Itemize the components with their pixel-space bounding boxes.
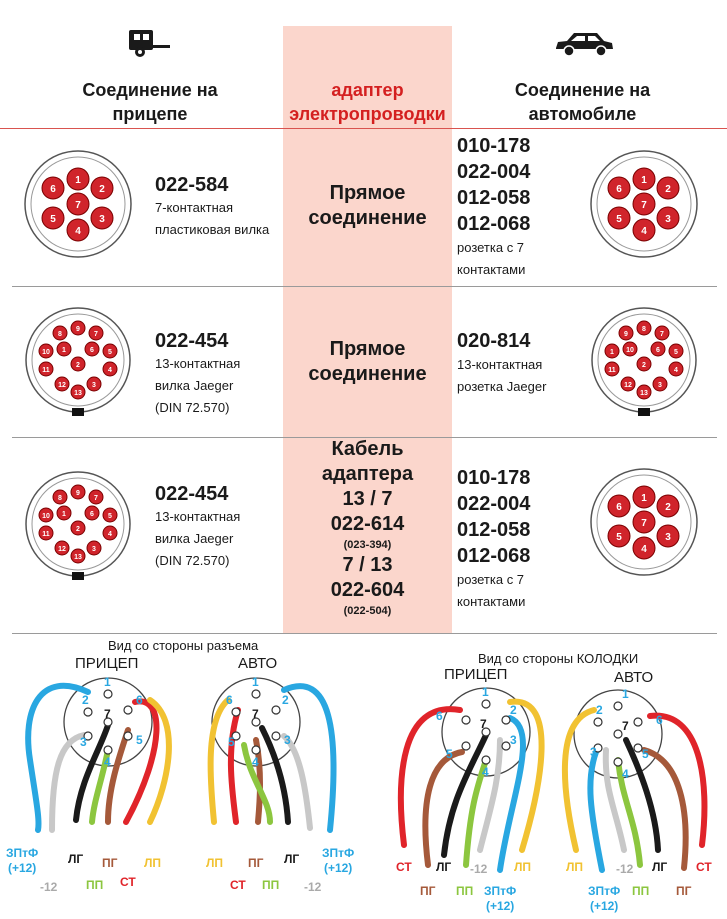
svg-text:7: 7: [660, 331, 664, 338]
desc-line: (DIN 72.570): [155, 553, 230, 568]
adapter-cable-label: [283, 437, 452, 619]
connector-7pin-icon: [22, 148, 134, 260]
product-code: 012-058: [457, 187, 531, 209]
trailer-label: ПРИЦЕП: [75, 655, 139, 672]
svg-text:6: 6: [616, 502, 622, 513]
svg-text:9: 9: [76, 326, 80, 333]
svg-text:2: 2: [642, 362, 646, 369]
wire-label-st: СТ: [696, 860, 712, 874]
product-code: 022-004: [457, 161, 531, 183]
desc-line: контактами: [457, 594, 526, 609]
svg-text:6: 6: [616, 184, 622, 195]
svg-text:5: 5: [50, 214, 56, 225]
product-code: 022-584: [155, 174, 229, 196]
svg-text:5: 5: [674, 349, 678, 356]
middle-line: (022-504): [343, 605, 392, 617]
svg-text:2: 2: [76, 526, 80, 533]
svg-text:1: 1: [252, 675, 259, 689]
product-code: 022-454: [155, 483, 229, 505]
right-view-title: Вид со стороны КОЛОДКИ: [478, 651, 639, 666]
middle-line: 7 / 13: [342, 554, 393, 576]
svg-text:1: 1: [104, 675, 111, 689]
svg-text:10: 10: [42, 349, 50, 356]
svg-text:2: 2: [76, 362, 80, 369]
svg-text:7: 7: [75, 200, 81, 211]
wire-label-minus12: -12: [470, 862, 488, 876]
svg-text:3: 3: [658, 382, 662, 389]
trailer-label: ПРИЦЕП: [444, 666, 508, 683]
svg-text:7: 7: [622, 719, 629, 733]
wire-label-pp: ПП: [632, 884, 650, 898]
wire-label-lp: ЛП: [206, 856, 224, 870]
wire-label-zptf: [588, 884, 620, 914]
svg-text:5: 5: [136, 733, 143, 747]
svg-text:11: 11: [42, 367, 50, 374]
desc-line: 13-контактная: [457, 357, 543, 372]
car-socket-codes: [457, 133, 530, 281]
socket-13pin-icon: [588, 306, 700, 418]
svg-text:8: 8: [58, 495, 62, 502]
svg-text:2: 2: [596, 703, 603, 717]
middle-line: Прямое: [329, 182, 406, 204]
svg-text:6: 6: [90, 511, 94, 518]
middle-line: соединение: [308, 363, 427, 385]
svg-text:1: 1: [62, 511, 66, 518]
svg-text:6: 6: [136, 693, 143, 707]
wire-label-lp: ЛП: [144, 856, 162, 870]
svg-text:4: 4: [108, 367, 112, 374]
svg-text:1: 1: [622, 687, 629, 701]
svg-text:12: 12: [58, 546, 66, 553]
label-text: (+12): [7, 861, 37, 875]
svg-text:3: 3: [590, 745, 597, 759]
svg-text:4: 4: [252, 755, 259, 769]
car-connection-title: Соединение на автомобиле: [514, 80, 651, 124]
svg-text:3: 3: [92, 546, 96, 553]
svg-text:7: 7: [480, 717, 487, 731]
svg-text:5: 5: [642, 747, 649, 761]
svg-text:4: 4: [641, 226, 647, 237]
middle-line: Кабель: [331, 438, 404, 460]
svg-text:1: 1: [482, 685, 489, 699]
label-text: ЗПтФ: [588, 884, 621, 898]
middle-line: Прямое: [329, 338, 406, 360]
svg-text:5: 5: [616, 214, 622, 225]
svg-text:10: 10: [626, 347, 634, 354]
svg-text:3: 3: [284, 733, 291, 747]
svg-text:7: 7: [94, 331, 98, 338]
trailer-connection-title: Соединение на прицепе: [82, 80, 218, 124]
label-text: (+12): [589, 899, 619, 913]
svg-text:3: 3: [510, 733, 517, 747]
svg-text:8: 8: [58, 331, 62, 338]
wire-label-pp: ПП: [262, 878, 280, 892]
svg-text:7: 7: [641, 518, 647, 529]
product-desc: [155, 506, 240, 572]
car-label: АВТО: [614, 669, 654, 686]
wire-label-lg: ЛГ: [284, 852, 300, 866]
wire-label-minus12: -12: [616, 862, 634, 876]
svg-text:12: 12: [624, 382, 632, 389]
svg-text:10: 10: [42, 513, 50, 520]
wire-label-pg: ПГ: [420, 884, 436, 898]
svg-text:5: 5: [616, 532, 622, 543]
svg-text:6: 6: [90, 347, 94, 354]
svg-text:11: 11: [42, 531, 50, 538]
desc-line: розетка с 7: [457, 240, 525, 255]
svg-text:4: 4: [75, 226, 81, 237]
svg-text:2: 2: [665, 502, 671, 513]
svg-text:2: 2: [282, 693, 289, 707]
svg-text:1: 1: [75, 175, 81, 186]
svg-text:7: 7: [252, 707, 259, 721]
svg-text:9: 9: [76, 490, 80, 497]
svg-text:7: 7: [104, 707, 111, 721]
product-code: 022-454: [155, 330, 229, 352]
svg-text:4: 4: [674, 367, 678, 374]
wire-label-pp: ПП: [86, 878, 104, 892]
wire-label-minus12: -12: [40, 880, 58, 894]
svg-text:4: 4: [641, 544, 647, 555]
socket-7pin-icon: [588, 466, 700, 578]
middle-line: 022-614: [330, 513, 405, 535]
product-code: 020-814: [457, 330, 531, 352]
wire-label-lg: ЛГ: [436, 860, 452, 874]
middle-line: (023-394): [343, 539, 392, 551]
label-text: ЗПтФ: [6, 846, 39, 860]
car-label: АВТО: [238, 655, 278, 672]
wire-label-pg: ПГ: [676, 884, 692, 898]
left-view-title: Вид со стороны разъема: [108, 638, 259, 653]
svg-text:5: 5: [446, 747, 453, 761]
desc-line: 13-контактная: [155, 356, 241, 371]
svg-text:3: 3: [665, 214, 671, 225]
svg-text:3: 3: [99, 214, 105, 225]
wire-label-minus12: -12: [304, 880, 322, 894]
row-divider: [12, 286, 717, 287]
wire-label-pg: ПГ: [102, 856, 118, 870]
svg-text:2: 2: [510, 703, 517, 717]
svg-text:12: 12: [58, 382, 66, 389]
product-code: 010-178: [457, 135, 531, 157]
wire-label-lp: ЛП: [514, 860, 532, 874]
svg-text:3: 3: [80, 735, 87, 749]
wire-label-zptf: [322, 846, 354, 876]
desc-line: розетка с 7: [457, 572, 525, 587]
product-code: 012-058: [457, 519, 531, 541]
svg-text:3: 3: [665, 532, 671, 543]
desc-line: вилка Jaeger: [155, 531, 234, 546]
svg-text:9: 9: [624, 331, 628, 338]
product-code: 012-068: [457, 545, 531, 567]
car-socket-codes: [457, 465, 530, 613]
product-code: 010-178: [457, 467, 531, 489]
svg-text:13: 13: [74, 554, 82, 561]
connector-13pin-icon: [22, 306, 134, 418]
product-desc: [155, 197, 269, 241]
header-divider: [0, 128, 727, 129]
product-code: 022-004: [457, 493, 531, 515]
desc-line: 13-контактная: [155, 509, 241, 524]
svg-text:5: 5: [108, 513, 112, 520]
wire-label-lg: ЛГ: [68, 852, 84, 866]
wire-label-zptf: [484, 884, 516, 914]
svg-text:4: 4: [482, 765, 489, 779]
svg-text:7: 7: [94, 495, 98, 502]
svg-text:6: 6: [656, 347, 660, 354]
wire-label-pg: ПГ: [248, 856, 264, 870]
label-text: (+12): [485, 899, 515, 913]
wire-label-lg: ЛГ: [652, 860, 668, 874]
connector-13pin-icon: [22, 470, 134, 582]
product-desc: [155, 353, 240, 419]
car-icon: [553, 30, 615, 58]
car-socket-codes: [457, 328, 546, 398]
svg-text:3: 3: [92, 382, 96, 389]
label-text: ЗПтФ: [484, 884, 517, 898]
svg-text:1: 1: [62, 347, 66, 354]
middle-line: 022-604: [330, 579, 405, 601]
row-divider: [12, 633, 717, 634]
label-text: (+12): [323, 861, 353, 875]
svg-text:6: 6: [50, 184, 56, 195]
middle-line: соединение: [308, 207, 427, 229]
desc-line: вилка Jaeger: [155, 378, 234, 393]
adapter-title: адаптер электропроводки: [289, 80, 446, 124]
wiring-diagram: [0, 640, 727, 919]
svg-text:13: 13: [74, 390, 82, 397]
wire-label-st: СТ: [120, 875, 136, 889]
svg-text:8: 8: [642, 326, 646, 333]
desc-line: пластиковая вилка: [155, 222, 270, 237]
svg-text:1: 1: [641, 175, 647, 186]
middle-line: 13 / 7: [342, 488, 393, 510]
svg-text:6: 6: [226, 693, 233, 707]
socket-7pin-icon: [588, 148, 700, 260]
wire-label-lp: ЛП: [566, 860, 584, 874]
direct-connection-label: [283, 337, 452, 387]
svg-text:11: 11: [608, 367, 616, 374]
svg-text:2: 2: [82, 693, 89, 707]
svg-text:4: 4: [622, 767, 629, 781]
trailer-icon: [126, 28, 172, 60]
middle-line: адаптера: [321, 463, 414, 485]
svg-text:13: 13: [640, 390, 648, 397]
wire-label-pp: ПП: [456, 884, 474, 898]
svg-text:2: 2: [99, 184, 105, 195]
svg-text:5: 5: [228, 735, 235, 749]
desc-line: (DIN 72.570): [155, 400, 230, 415]
wire-label-st: СТ: [230, 878, 246, 892]
svg-text:2: 2: [665, 184, 671, 195]
svg-text:6: 6: [436, 709, 443, 723]
direct-connection-label: [283, 181, 452, 231]
product-code: 012-068: [457, 213, 531, 235]
wire-label-zptf: [6, 846, 38, 876]
svg-text:6: 6: [656, 713, 663, 727]
svg-text:1: 1: [641, 493, 647, 504]
svg-text:7: 7: [641, 200, 647, 211]
wire-label-st: СТ: [396, 860, 412, 874]
svg-text:1: 1: [610, 349, 614, 356]
label-text: ЗПтФ: [322, 846, 355, 860]
svg-text:4: 4: [108, 531, 112, 538]
svg-text:4: 4: [104, 755, 111, 769]
svg-text:5: 5: [108, 349, 112, 356]
desc-line: розетка Jaeger: [457, 379, 547, 394]
desc-line: 7-контактная: [155, 200, 234, 215]
desc-line: контактами: [457, 262, 526, 277]
